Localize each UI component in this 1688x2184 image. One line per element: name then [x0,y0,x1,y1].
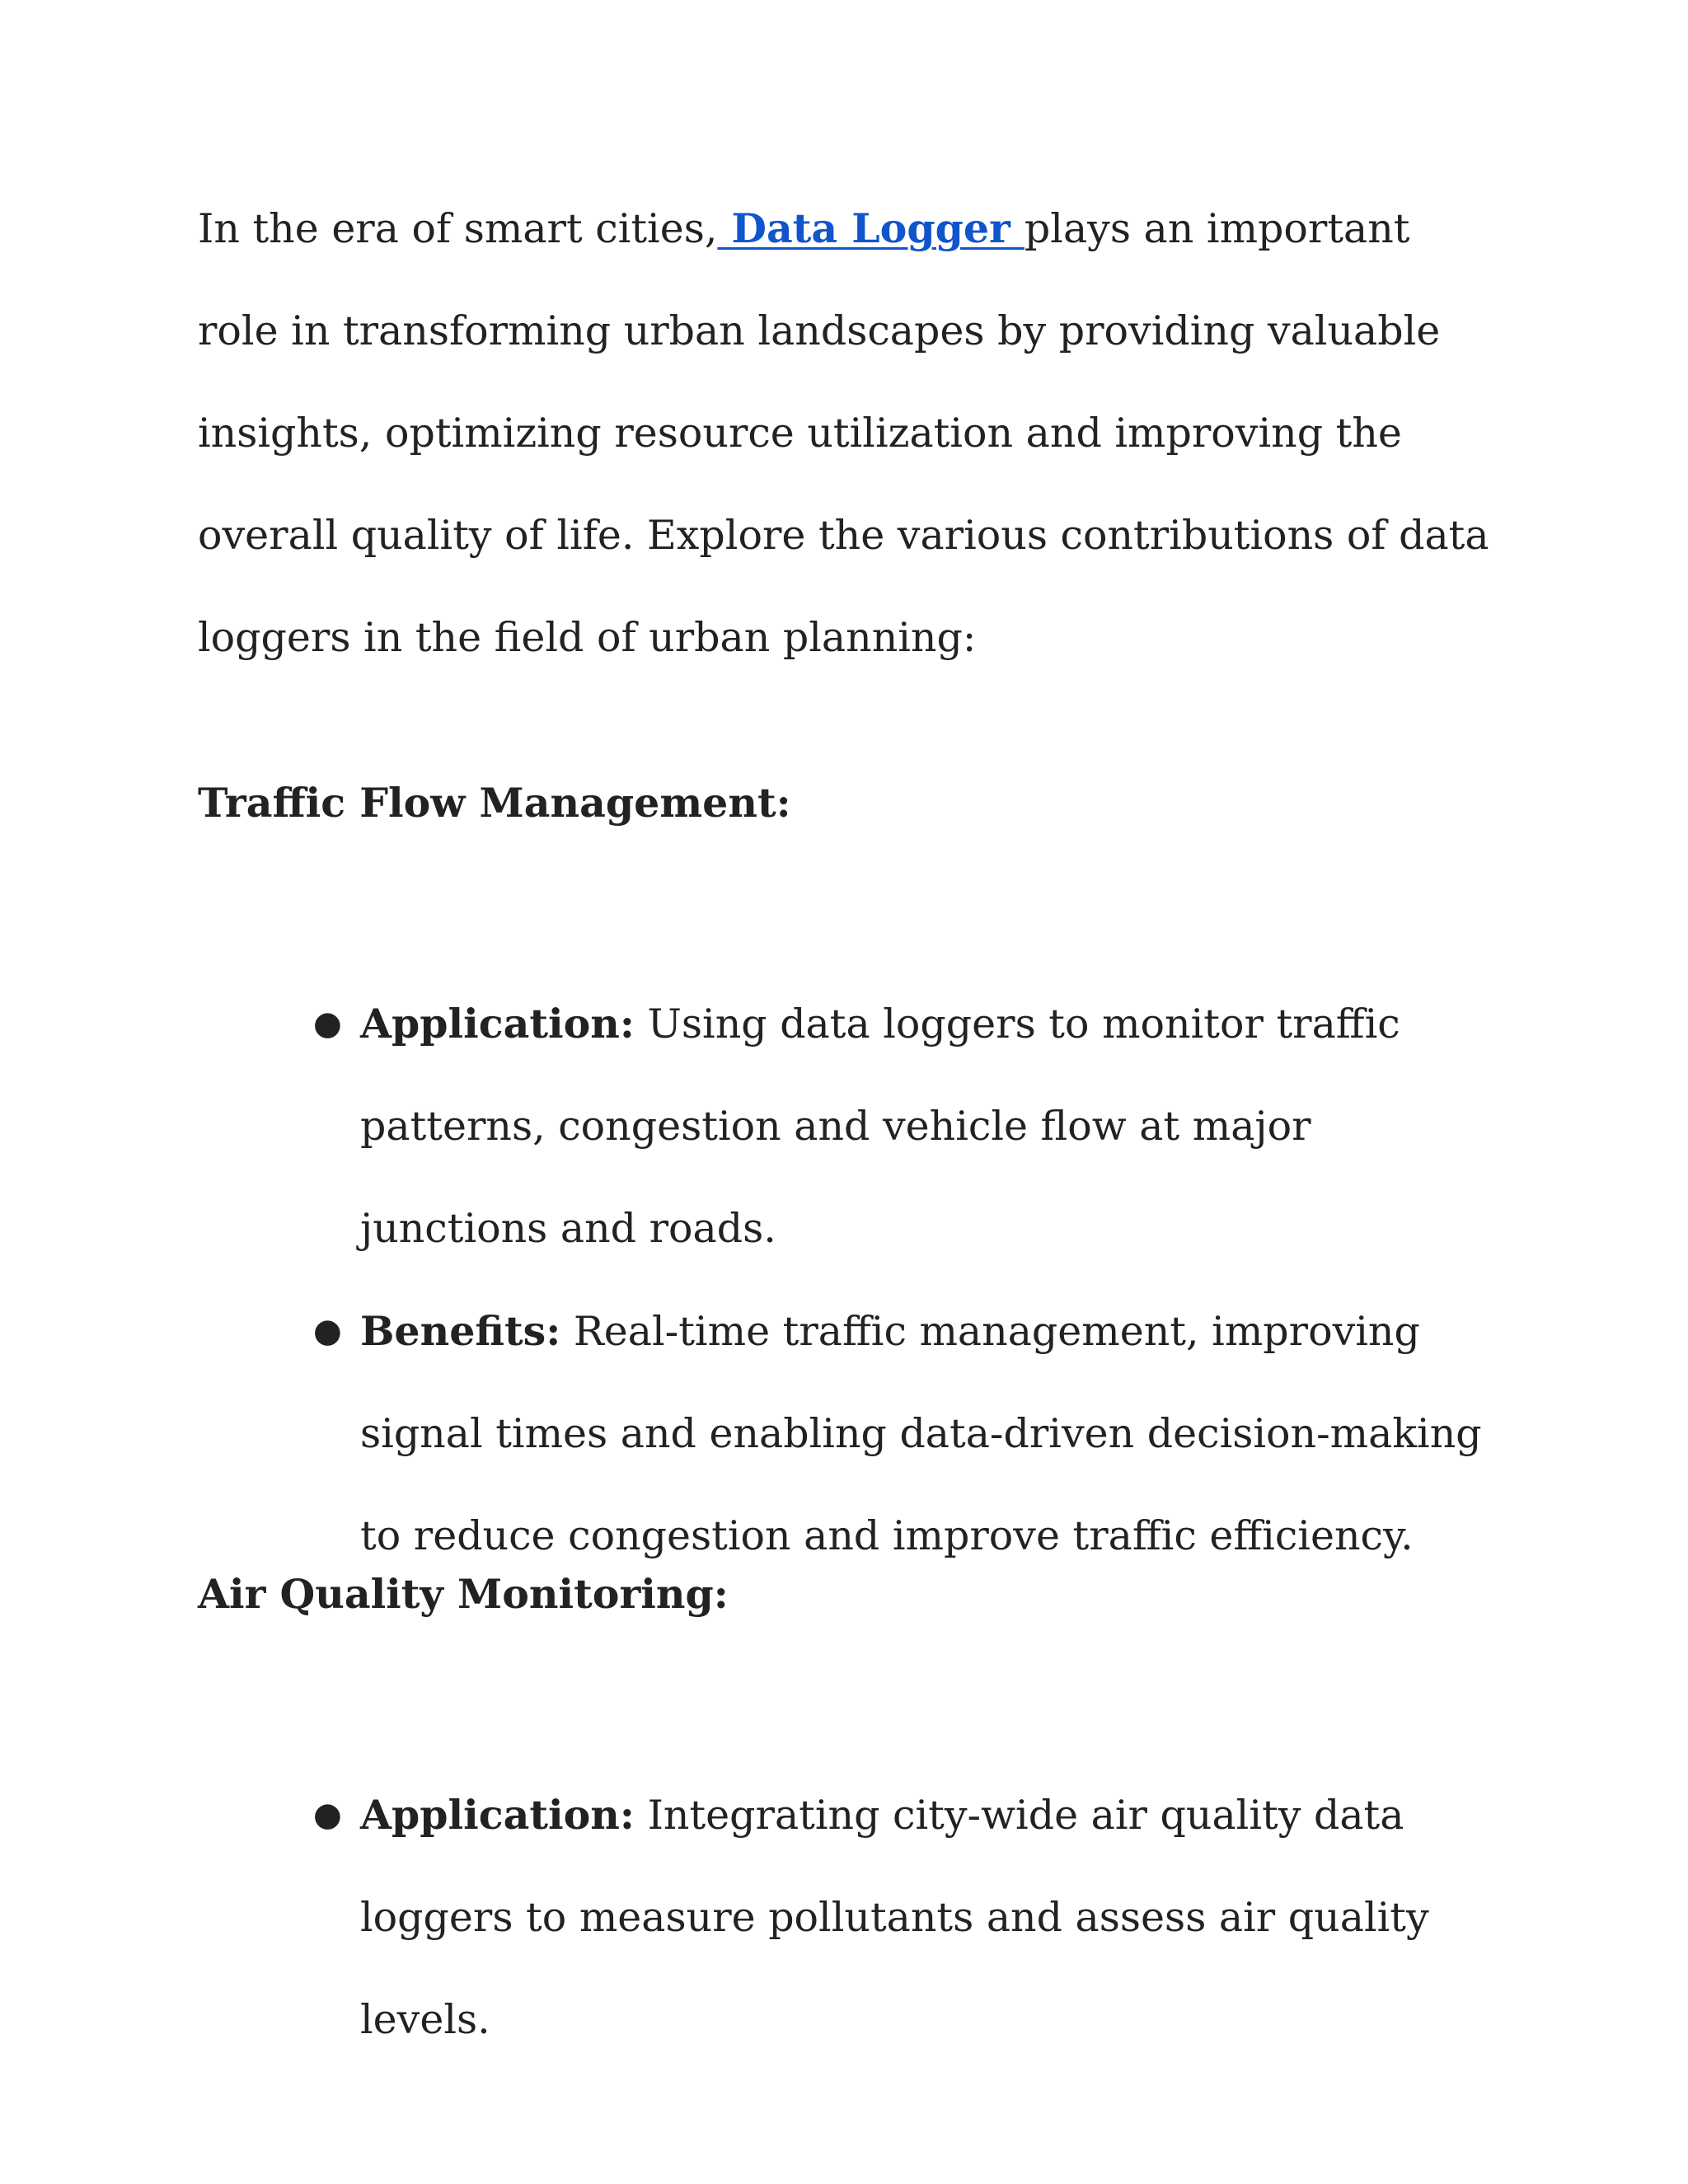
bullet-icon: ● [313,1312,342,1350]
item-label: Application: [360,1000,635,1047]
document-page [198,177,1500,2043]
bullet-icon: ● [313,1005,342,1043]
data-logger-link[interactable]: Data Logger [717,204,1025,252]
item-label: Application: [360,1791,635,1839]
section-heading-air-quality: Air Quality Monitoring: [198,1570,729,1618]
item-text: Using data loggers to monitor traffic patterns, congestion and vehicle flow at major junctions and roads. [360,1001,1400,1252]
list-item [198,1280,1500,1587]
list-item [198,972,1500,1280]
list-item [198,1764,1500,2071]
item-label: Benefits: [360,1307,561,1355]
air-quality-bullet-list [198,1764,1500,2071]
bullet-icon: ● [313,1796,342,1834]
intro-text-after: plays an important role in transforming urban landscapes by providing valuable insights, optimizing resource utilization and improving the overall quality of life. Explore the various contributions of data loggers in the field of urban planning: [198,205,1489,661]
intro-paragraph [198,177,1500,689]
section-heading-traffic: Traffic Flow Management: [198,779,791,827]
item-text: Real-time traffic management, improving signal times and enabling data-driven decision-making to reduce congestion and improve traffic efficiency. [360,1308,1482,1559]
traffic-bullet-list [198,972,1500,1587]
intro-text-before: In the era of smart cities, [198,205,718,252]
item-text: Integrating city-wide air quality data loggers to measure pollutants and assess air quality levels. [360,1792,1429,2043]
